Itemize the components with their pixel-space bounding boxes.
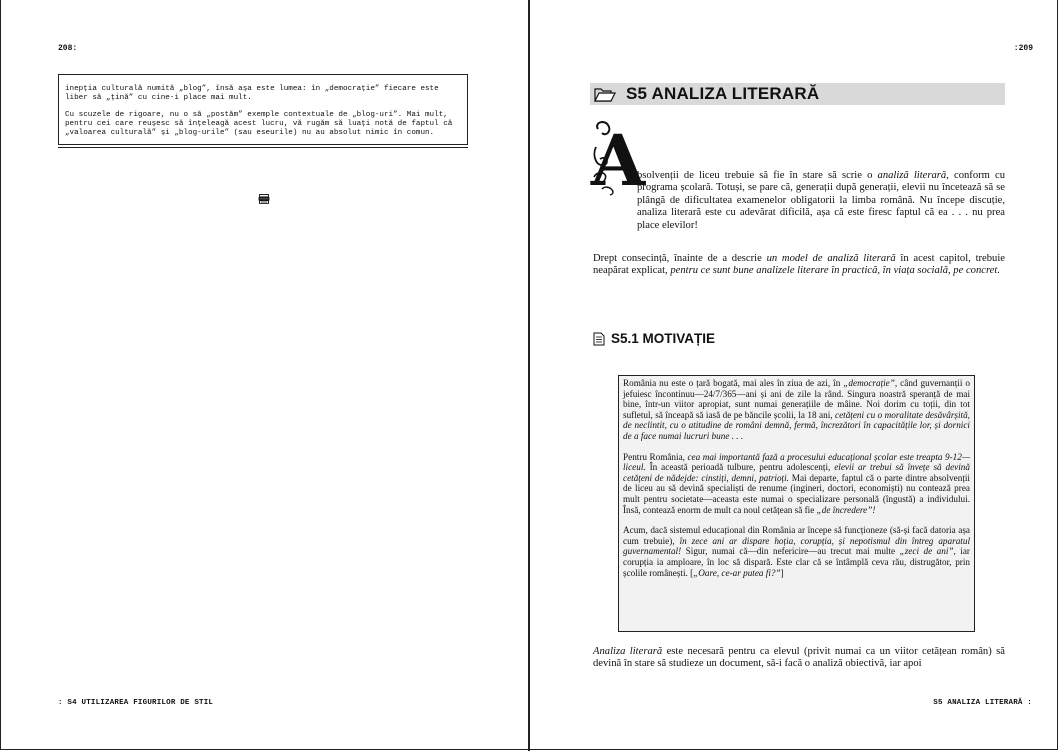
open-folder-icon (594, 86, 616, 102)
note-paragraph-2: Cu scuzele de rigoare, nu o să „postăm” exemple contextuale de „blog-uri”. Mai mult, pentru cei care reușesc să înțeleagă acest lucru, vă rugăm să luați notă de faptul că „valoarea culturală” și „blog-urile” (sau eseurile) nu au absolut nimic în comun. (65, 111, 453, 137)
intro-paragraph-2: Drept consecință, înainte de a descrie un model de analiză literară în acest capitol, trebuie neapărat explicat, pentru ce sunt bune analizele literare în practică, în viața socială, pe concret. (593, 253, 1005, 277)
quote-paragraph-3: Acum, dacă sistemul educațional din România ar începe să funcționeze (să-și facă datoria așa cum trebuie), în zece ani ar dispare hoția, corupția, și nepotismul din întreg aparatul guvernamental! Sigur, numai că—din nefericire—au trecut mai multe „zeci de ani”, iar corupția ia amploare, în loc să dispară. Este clar că se întâmplă ceva rău, distrugător, prin școlile românești. [„Oare, ce-ar putea fi?”] (623, 525, 970, 578)
quote-paragraph-2: Pentru România, cea mai importantă fază a procesului educațional școlar este treapta 9-12—liceul. În această perioadă tulbure, pentru adolescenți, elevii ar trebui să învețe să devină cetățeni de nădejde: cinstiți, demni, patrioți. Mai departe, faptul că o parte dintre absolvenții de liceu au să devină specialiști de renume (ingineri, doctori, economiști) nu contează prea mult pentru societate—aceasta este numai o specializare personală (îngustă) a individului. Însă, contează enorm de mult ca noul cetățean să fie „de încredere”! (623, 451, 970, 515)
intro-paragraph-1: bsolvenții de liceu trebuie să fie în stare să scrie o analiză literară, conform cu programa școlară. Totuși, se pare că, generații după generații, elevii nu încetează să se plângă de dificultatea examenelor obligatorii la limba română. Nu începe discuție, analiza literară este cu adevărat dificilă, așa că este firesc faptul că ea . . . nu prea place elevilor! (637, 170, 1006, 231)
right-footer: S5 ANALIZA LITERARĂ : (933, 699, 1032, 707)
left-page-number: 208: (58, 44, 78, 53)
dropcap-letter: A (590, 119, 646, 202)
left-page (0, 0, 529, 750)
left-footer: : S4 UTILIZAREA FIGURILOR DE STIL (58, 699, 214, 707)
subsection-heading (593, 331, 715, 346)
document-icon (593, 332, 605, 346)
note-paragraph-1: inepția culturală numită „blog”, însă așa este lumea: în „democrație” fiecare este liber să „țină” cu cine-i place mai mult. (65, 85, 439, 102)
section-heading-bar (590, 83, 1005, 105)
section-title: S5 ANALIZA LITERARĂ (626, 84, 820, 103)
note-box (58, 74, 468, 145)
quote-box (618, 375, 975, 632)
quote-paragraph-1: România nu este o țară bogată, mai ales în ziua de azi, în „democrație”, când guvernanții o jefuiesc încontinuu—24/7/365—ani și ani de zile la rând. Singura noastră speranță de mai bine, într-un viitor apropiat, sunt numai generațiile de mâine. Noi dorim cu toții, din tot sufletul, să înceapă să iasă de pe băncile școlii, la 18 ani, cetățeni cu o moralitate desăvârșită, de neclintit, cu o atitudine de români demnă, fermă, încrezători în capacitățile lor, și dornici de a face numai lucruri bune . . . (623, 378, 970, 441)
book-stack-icon (258, 193, 270, 205)
closing-paragraph: Analiza literară este necesară pentru ca elevul (privit numai ca un viitor cetățean român) să devină în stare să studieze un document, să-i facă o analiză obiectivă, iar apoi (593, 646, 1005, 670)
subsection-title: S5.1 MOTIVAȚIE (611, 331, 716, 346)
right-page-number: :209 (1013, 44, 1033, 53)
